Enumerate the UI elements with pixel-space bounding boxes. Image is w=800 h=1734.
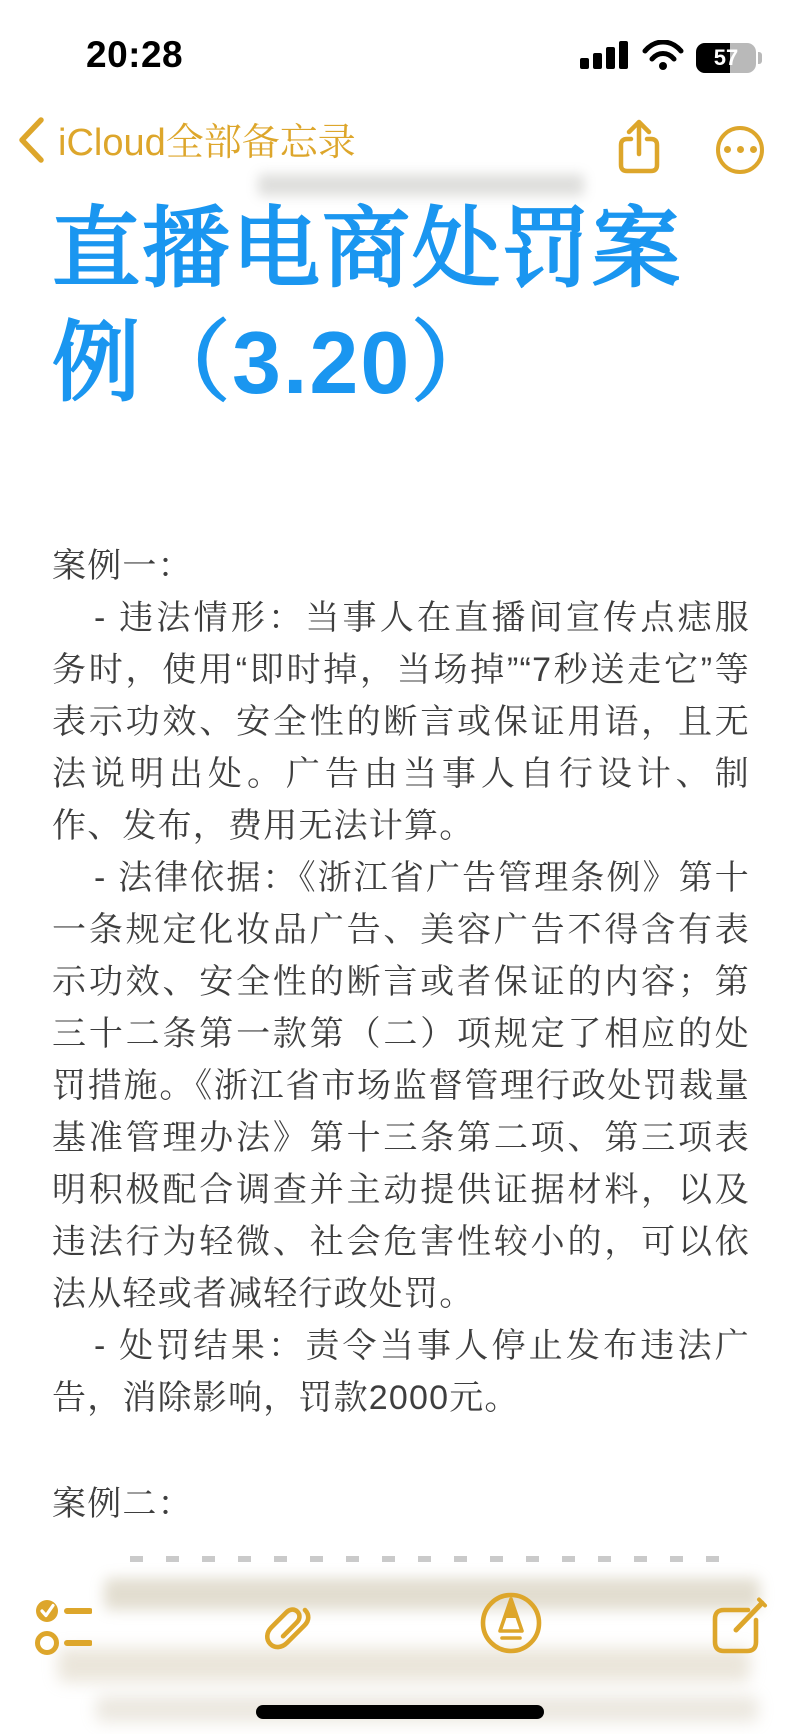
- case-one-legal-basis: - 法律依据：《浙江省广告管理条例》第十一条规定化妆品广告、美容广告不得含有表示功效、安全性的断言或者保证的内容；第三十二条第一款第（二）项规定了相应的处罚措施。《浙江省市场监督管理行政处罚裁量基准管理办法》第十三条第二项、第三项表明积极配合调查并主动提供证据材料，以及违法行为轻微、社会危害性较小的，可以依法从轻或者减轻行政处罚。: [52, 859, 750, 1313]
- blurred-note-text: [58, 1648, 750, 1682]
- note-body[interactable]: [52, 540, 750, 1530]
- back-button-label: iCloud全部备忘录: [58, 121, 356, 164]
- battery-percent: 57: [713, 44, 739, 70]
- note-title[interactable]: 直播电商处罚案例（3.20）: [52, 199, 683, 412]
- home-indicator[interactable]: [256, 1705, 544, 1719]
- battery-icon: [696, 43, 762, 73]
- compose-icon[interactable]: [710, 1596, 770, 1661]
- markup-icon[interactable]: [478, 1590, 544, 1661]
- case-one-violation: - 违法情形：当事人在直播间宣传点痣服务时，使用“即时掉，当场掉”“7秒送走它”等表示功效、安全性的断言或保证用语，且无法说明出处。广告由当事人自行设计、制作、发布，费用无法计算。: [52, 599, 750, 845]
- wifi-icon: [642, 40, 684, 75]
- checklist-icon[interactable]: [34, 1596, 92, 1663]
- share-icon[interactable]: [614, 118, 664, 181]
- status-time: 20:28: [86, 34, 184, 75]
- case-one-heading: 案例一：: [52, 547, 193, 585]
- nav-bar: [0, 112, 800, 174]
- case-two-heading: 案例二：: [52, 1485, 193, 1523]
- case-one-penalty: - 处罚结果：责令当事人停止发布违法广告，消除影响，罚款2000元。: [52, 1327, 750, 1417]
- blurred-note-text: [104, 1578, 760, 1610]
- status-icons: [580, 40, 762, 75]
- paperclip-icon[interactable]: [256, 1594, 320, 1665]
- back-button[interactable]: [18, 116, 356, 169]
- chevron-left-icon: [18, 116, 44, 169]
- more-options-icon[interactable]: [716, 126, 764, 174]
- cellular-signal-icon: [580, 41, 630, 74]
